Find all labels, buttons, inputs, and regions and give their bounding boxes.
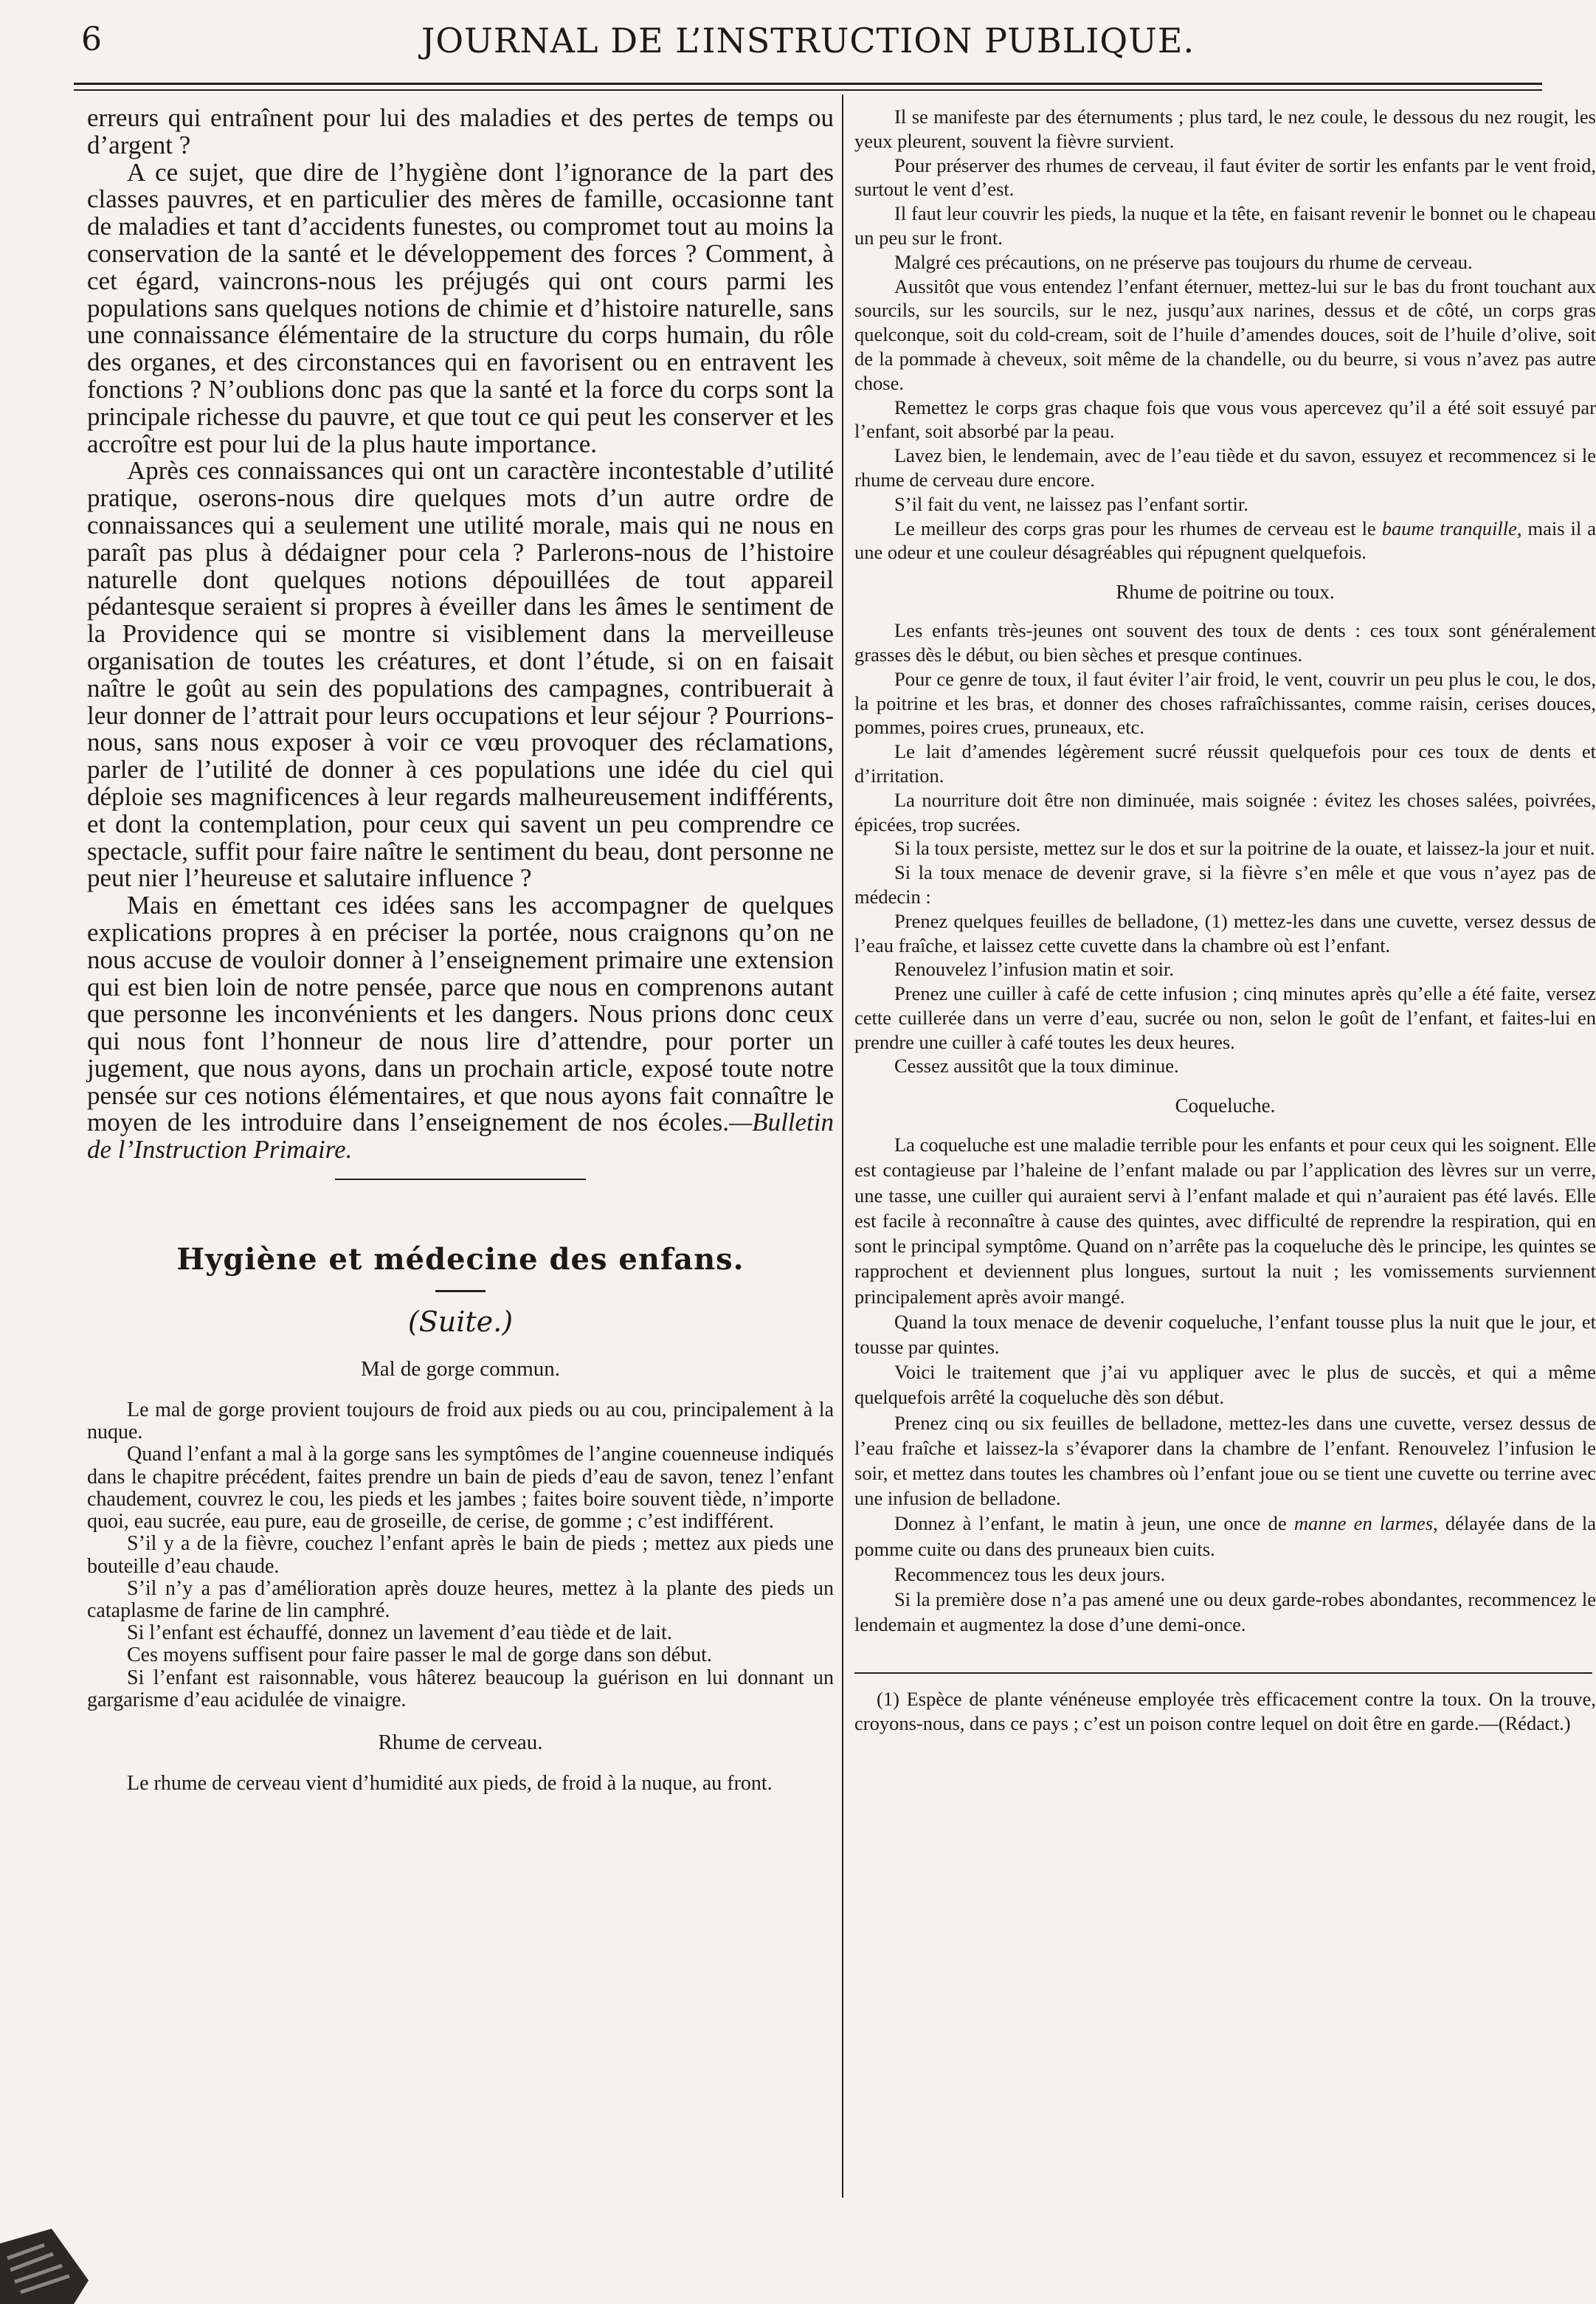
- paragraph-text: Mais en émettant ces idées sans les accompagner de quelques explications propres à en préciser la portée, nous craignons qu’on ne nous accuse de vouloir donner à l’enseignement primaire une extension qui est bien loin de notre pensée, parce que nous en comprenons autant que personne les inconvénients et les dangers. Nous prions donc ceux qui nous font l’honneur de nous lire d’attendre, pour porter un jugement, que nous ayons, dans un prochain article, exposé toute notre pensée sur ces notions élémentaires, et que nous ayons fait connaître le moyen de les introduire dans l’enseignement de nos écoles.: [87, 891, 834, 1137]
- subheading: Rhume de cerveau.: [378, 1730, 543, 1754]
- section-divider: [335, 1179, 586, 1180]
- paragraph-text: , délayée dans de la pomme cuite ou dans des pruneaux bien cuits.: [854, 1512, 1596, 1560]
- paragraph: Le lait d’amendes légèrement sucré réussit quelquefois pour ces toux de dents et d’irritation.: [854, 740, 1596, 787]
- paragraph: Le mal de gorge provient toujours de froid aux pieds ou au cou, principalement à la nuque.: [87, 1398, 834, 1444]
- paragraph: S’il y a de la fièvre, couchez l’enfant après le bain de pieds ; mettez aux pieds une bouteille d’eau chaude.: [87, 1532, 834, 1578]
- paragraph: [854, 517, 1596, 565]
- subheading: Coqueluche.: [1175, 1094, 1276, 1117]
- paragraph: Si la première dose n’a pas amené une ou deux garde-robes abondantes, recommencez le lendemain et augmentez la dose d’une demi-once.: [854, 1587, 1596, 1636]
- paragraph-text: Donnez à l’enfant, le matin à jeun, une once de: [894, 1512, 1287, 1535]
- right-column: [854, 105, 1596, 1736]
- paragraph: Après ces connaissances qui ont un caractère incontestable d’utilité pratique, oserons-nous dire quelques mots d’un autre ordre de connaissances qui a seulement une utilité morale, mais qui ne nous en paraît pas plus à dédaigner pour cela ? Parlerons-nous de l’histoire naturelle dont quelques notions dépouillées de tout appareil pédantesque seraient si propres à éveiller dans les âmes le sentiment de la Providence qui se montre si visiblement dans la merveilleuse organisation de toutes les créatures, et dont l’étude, si on en faisait naître le goût au sein des populations des campagnes, contribuerait à leur donner de l’attrait pour leurs occupations et leur séjour ? Pourrions-nous, sans nous exposer à voir ce vœu provoquer des réclamations, parler de l’utilité de donner à ces populations une idée du ciel qui déploie ses magnificences à leur regards malheureusement indifférents, et dont la contemplation, pour ceux qui savent un peu comprendre ce spectacle, suffit pour faire naître le sentiment du beau, dont personne ne peut nier l’heureuse et salutaire influence ?: [87, 456, 834, 893]
- paragraph: Renouvelez l’infusion matin et soir.: [894, 958, 1175, 981]
- paragraph: Aussitôt que vous entendez l’enfant éternuer, mettez-lui sur le bas du front touchant aux sourcils, sur les sourcils, sur le nez, jusqu’aux narines, dessus et de côté, un corps gras quelconque, soit du cold-cream, soit de l’huile d’amendes douces, soit de l’huile d’olive, soit de la pommade à cheveux, soit même de la chandelle, ou du beurre, si vous n’avez pas autre chose.: [854, 275, 1596, 394]
- paragraph: Pour ce genre de toux, il faut éviter l’air froid, le vent, couvrir un peu plus le cou, le dos, la poitrine et les bras, et donner des choses rafraîchissantes, comme raisin, cerises douces, pommes, poires crues, pruneaux, etc.: [854, 667, 1596, 739]
- paragraph: Il faut leur couvrir les pieds, la nuque et la tête, en faisant revenir le bonnet ou le chapeau un peu sur le front.: [854, 202, 1596, 249]
- subheading: Mal de gorge commun.: [360, 1357, 561, 1382]
- paragraph: Les enfants très-jeunes ont souvent des toux de dents : ces toux sont généralement grasses dès le début, ou bien sèches et presque continues.: [854, 619, 1596, 666]
- paragraph: La coqueluche est une maladie terrible pour les enfants et pour ceux qui les soignent. Elle est contagieuse par l’haleine de l’enfant malade ou par l’application des lèvres sur un verre, une tasse, une cuiller qui auraient servi à l’enfant malade et qui n’auraient pas été lavés. Elle est facile à reconnaître à cause des quintes, avec difficulté de reprendre la respiration, qui en sont le principal symptôme. Quand on n’arrête pas la coqueluche dès le principe, les quintes se rapprochent et deviennent plus longues, surtout la nuit ; les vomissements surviennent principalement après avoir mangé.: [854, 1134, 1596, 1308]
- column-divider: [842, 94, 843, 2198]
- subheading: Rhume de poitrine ou toux.: [1116, 581, 1335, 604]
- header-rule: [74, 83, 1542, 91]
- paragraph: Prenez quelques feuilles de belladone, (1) mettez-les dans une cuvette, versez dessus de l’eau fraîche, et laissez cette cuvette dans la chambre où est l’enfant.: [854, 909, 1596, 956]
- paragraph: Le rhume de cerveau vient d’humidité aux pieds, de froid à la nuque, au front.: [127, 1771, 773, 1795]
- paragraph: Remettez le corps gras chaque fois que vous vous apercevez qu’il a été soit essuyé par l’enfant, soit absorbé par la peau.: [854, 396, 1596, 443]
- paragraph: Pour préserver des rhumes de cerveau, il faut éviter de sortir les enfants par le vent froid, surtout le vent d’est.: [854, 154, 1596, 201]
- source-citation: —Bulletin de l’Instruction Primaire.: [87, 1108, 834, 1165]
- paragraph: A ce sujet, que dire de l’hygiène dont l’ignorance de la part des classes pauvres, et en particulier des mères de famille, occasionne tant de maladies et tant d’accidents funestes, ou compromet tout au moins la conservation de la santé et le développement des forces ? Comment, à cet égard, vaincrons-nous les préjugés qui ont cours parmi les populations sans quelques notions de chimie et d’histoire naturelle, sans une connaissance élémentaire de la structure du corps humain, du rôle des organes, et des circonstances qui en favorisent ou en entravent les fonctions ? N’oublions donc pas que la santé et la force du corps sont la principale richesse du pauvre, et que tout ce qui peut les conserver et les accroître est pour lui de la plus haute importance.: [87, 157, 834, 458]
- paragraph: Prenez cinq ou six feuilles de belladone, mettez-les dans une cuvette, versez dessus de l’eau fraîche et laissez-la s’évaporer dans la chambre de l’enfant. Renouvelez l’infusion le soir, et mettez dans toutes les chambres où l’enfant joue ou se tient une cuvette ou terrine avec une infusion de belladone.: [854, 1411, 1596, 1510]
- italic-term: baume tranquille: [1381, 517, 1517, 539]
- paragraph: Malgré ces précautions, on ne préserve pas toujours du rhume de cerveau.: [894, 250, 1473, 273]
- paragraph: Ces moyens suffisent pour faire passer le mal de gorge dans son début.: [127, 1644, 712, 1667]
- paragraph: Si l’enfant est échauffé, donnez un lavement d’eau tiède et de lait.: [127, 1621, 672, 1645]
- paragraph: Cessez aussitôt que la toux diminue.: [894, 1055, 1179, 1077]
- left-column: [87, 105, 834, 1795]
- paragraph: Si la toux menace de devenir grave, si la fièvre s’en mêle et que vous n’ayez pas de médecin :: [854, 861, 1596, 908]
- page-corner-smudge: [0, 2199, 103, 2304]
- paragraph: Voici le traitement que j’ai vu appliquer avec le plus de succès, et qui a même quelquefois arrêté la coqueluche dès son début.: [854, 1361, 1596, 1409]
- paragraph: Prenez une cuiller à café de cette infusion ; cinq minutes après qu’elle a été faite, versez cette cuillerée dans un verre d’eau, sucrée ou non, selon le goût de l’enfant, et faites-lui en prendre une cuiller à café toutes les deux heures.: [854, 982, 1596, 1053]
- paragraph-text: , mais il a une odeur et une couleur désagréables qui répugnent quelquefois.: [854, 517, 1596, 564]
- paragraph: Recommencez tous les deux jours.: [894, 1562, 1166, 1585]
- paragraph: Lavez bien, le lendemain, avec de l’eau tiède et du savon, essuyez et recommencez si le rhume de cerveau dure encore.: [854, 444, 1596, 491]
- section-title: Hygiène et médecine des enfans.: [176, 1242, 745, 1277]
- paragraph: Quand la toux menace de devenir coqueluche, l’enfant tousse plus la nuit que le jour, et tousse par quintes.: [854, 1310, 1596, 1358]
- paragraph: [854, 1511, 1596, 1561]
- footnote: (1) Espèce de plante vénéneuse employée très efficacement contre la toux. On la trouve, croyons-nous, dans ce pays ; c’est un poison contre lequel on doit être en garde.—(Rédact.): [854, 1688, 1596, 1735]
- paragraph: [87, 892, 834, 1164]
- paragraph: Si l’enfant est raisonnable, vous hâterez beaucoup la guérison en lui donnant un gargarisme d’eau acidulée de vinaigre.: [87, 1666, 834, 1711]
- paragraph: Quand l’enfant a mal à la gorge sans les symptômes de l’angine couenneuse indiqués dans le chapitre précédent, faites prendre un bain de pieds d’eau de savon, tenez l’enfant chaudement, couvrez le cou, les pieds et les jambes ; faites boire souvent tiède, n’importe quoi, eau sucrée, eau pure, eau de groseille, de cerise, de gomme ; c’est indifférent.: [87, 1443, 834, 1534]
- paragraph: La nourriture doit être non diminuée, mais soignée : évitez les choses salées, poivrées, épicées, trop sucrées.: [854, 788, 1596, 835]
- journal-title: JOURNAL DE L’INSTRUCTION PUBLIQUE.: [421, 21, 1195, 61]
- paragraph: S’il fait du vent, ne laissez pas l’enfant sortir.: [894, 492, 1248, 515]
- page-header: [74, 10, 1542, 62]
- paragraph: S’il n’y a pas d’amélioration après douze heures, mettez à la plante des pieds un cataplasme de farine de lin camphré.: [87, 1576, 834, 1622]
- suite-label: (Suite.): [407, 1306, 514, 1339]
- paragraph-text: Le meilleur des corps gras pour les rhumes de cerveau est le: [894, 517, 1376, 539]
- footnote-rule: [854, 1672, 1592, 1674]
- title-rule: [435, 1290, 486, 1292]
- italic-term: manne en larmes: [1293, 1512, 1434, 1535]
- page-number: 6: [81, 21, 102, 58]
- paragraph: Il se manifeste par des éternuments ; plus tard, le nez coule, le dessous du nez rougit, les yeux pleurent, souvent la fièvre survient.: [854, 106, 1596, 152]
- paragraph: Si la toux persiste, mettez sur le dos et sur la poitrine de la ouate, et laissez-la jour et nuit.: [894, 837, 1595, 860]
- paragraph: erreurs qui entraînent pour lui des maladies et des pertes de temps ou d’argent ?: [87, 103, 834, 159]
